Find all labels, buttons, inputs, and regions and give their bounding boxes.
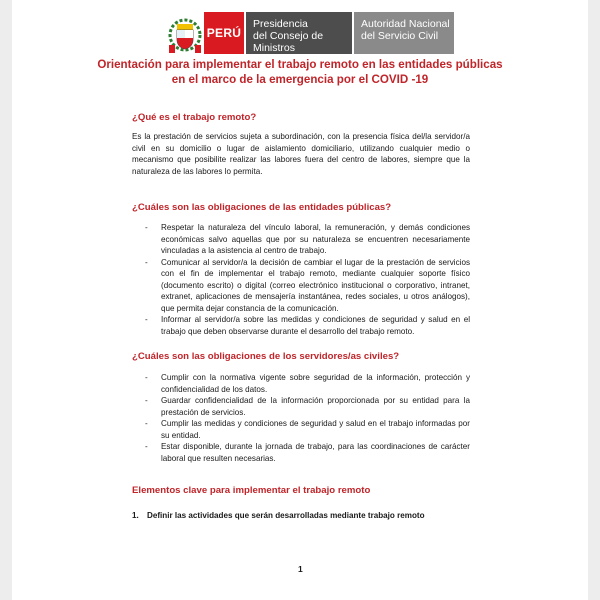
servant-obligations-list [145,372,470,464]
list-item: - Cumplir las medidas y condiciones de seguridad y salud en el trabajo informadas por su entidad. [145,419,470,440]
page-number: 1 [298,564,303,574]
subheading-text: Definir las actividades que serán desarrolladas mediante trabajo remoto [147,511,425,520]
section-body-what-is-remote-work: Es la prestación de servicios sujeta a subordinación, con la presencia física del/la servidor/a civil en su domicilio o lugar de aislamiento domiciliario, utilizando cualquier medio o mecanismo que posibilite realizar las labores fuera del centro de labores, siempre que la naturaleza de las labores lo permita. [132,132,470,176]
pcm-line-2: del Consejo de Ministros [253,30,324,54]
list-item: - Cumplir con la normativa vigente sobre seguridad de la información, protección y confidencialidad de los datos. [145,373,470,394]
entity-obligations-list [145,222,470,337]
coat-of-arms-icon [166,12,204,54]
section-heading-servant-obligations: ¿Cuáles son las obligaciones de los servidores/as civiles? [132,351,400,362]
section-heading-entity-obligations: ¿Cuáles son las obligaciones de las entidades públicas? [132,202,392,213]
section-heading-what-is-remote-work: ¿Qué es el trabajo remoto? [132,112,257,123]
servir-line-1: Autoridad Nacional [361,18,450,30]
pcm-line-1: Presidencia [253,18,308,30]
document-title [60,57,540,87]
institution-logo-bar [166,12,454,54]
list-item: - Informar al servidor/a sobre las medidas y condiciones de seguridad y salud en el trabajo que deben observarse durante el desarrollo del trabajo remoto. [145,315,470,336]
subheading-number: 1. [132,511,139,520]
servir-line-2: del Servicio Civil [361,30,439,42]
list-item: - Respetar la naturaleza del vínculo laboral, la remuneración, y demás condiciones económicas salvo aquellas que por su naturaleza se encuentren necesariamente vinculadas a la asistencia al centro de trabajo. [145,223,470,255]
list-item: - Estar disponible, durante la jornada de trabajo, para las coordinaciones de carácter laboral que resulten necesarias. [145,442,470,463]
peru-logo: PERÚ [204,12,244,54]
pcm-logo [246,12,352,54]
title-line-2: en el marco de la emergencia por el COVID -19 [171,73,429,86]
list-item: - Comunicar al servidor/a la decisión de cambiar el lugar de la prestación de servicios con el fin de implementar el trabajo remoto, mediante cualquier soporte físico (documento escrito) o digital (correo electrónico institucional o corporativo, intranet, extranet, aplicaciones de mensajería instantánea, redes sociales, u otros análogos), que permita dejar constancia de la comunicación. [145,257,470,313]
section-heading-key-elements: Elementos clave para implementar el trabajo remoto [132,485,371,496]
title-line-1: Orientación para implementar el trabajo remoto en las entidades públicas [97,58,503,71]
numbered-subheading [132,511,425,520]
list-item: - Guardar confidencialidad de la información proporcionada por su entidad para la prestación de servicios. [145,396,470,417]
servir-logo [354,12,454,54]
